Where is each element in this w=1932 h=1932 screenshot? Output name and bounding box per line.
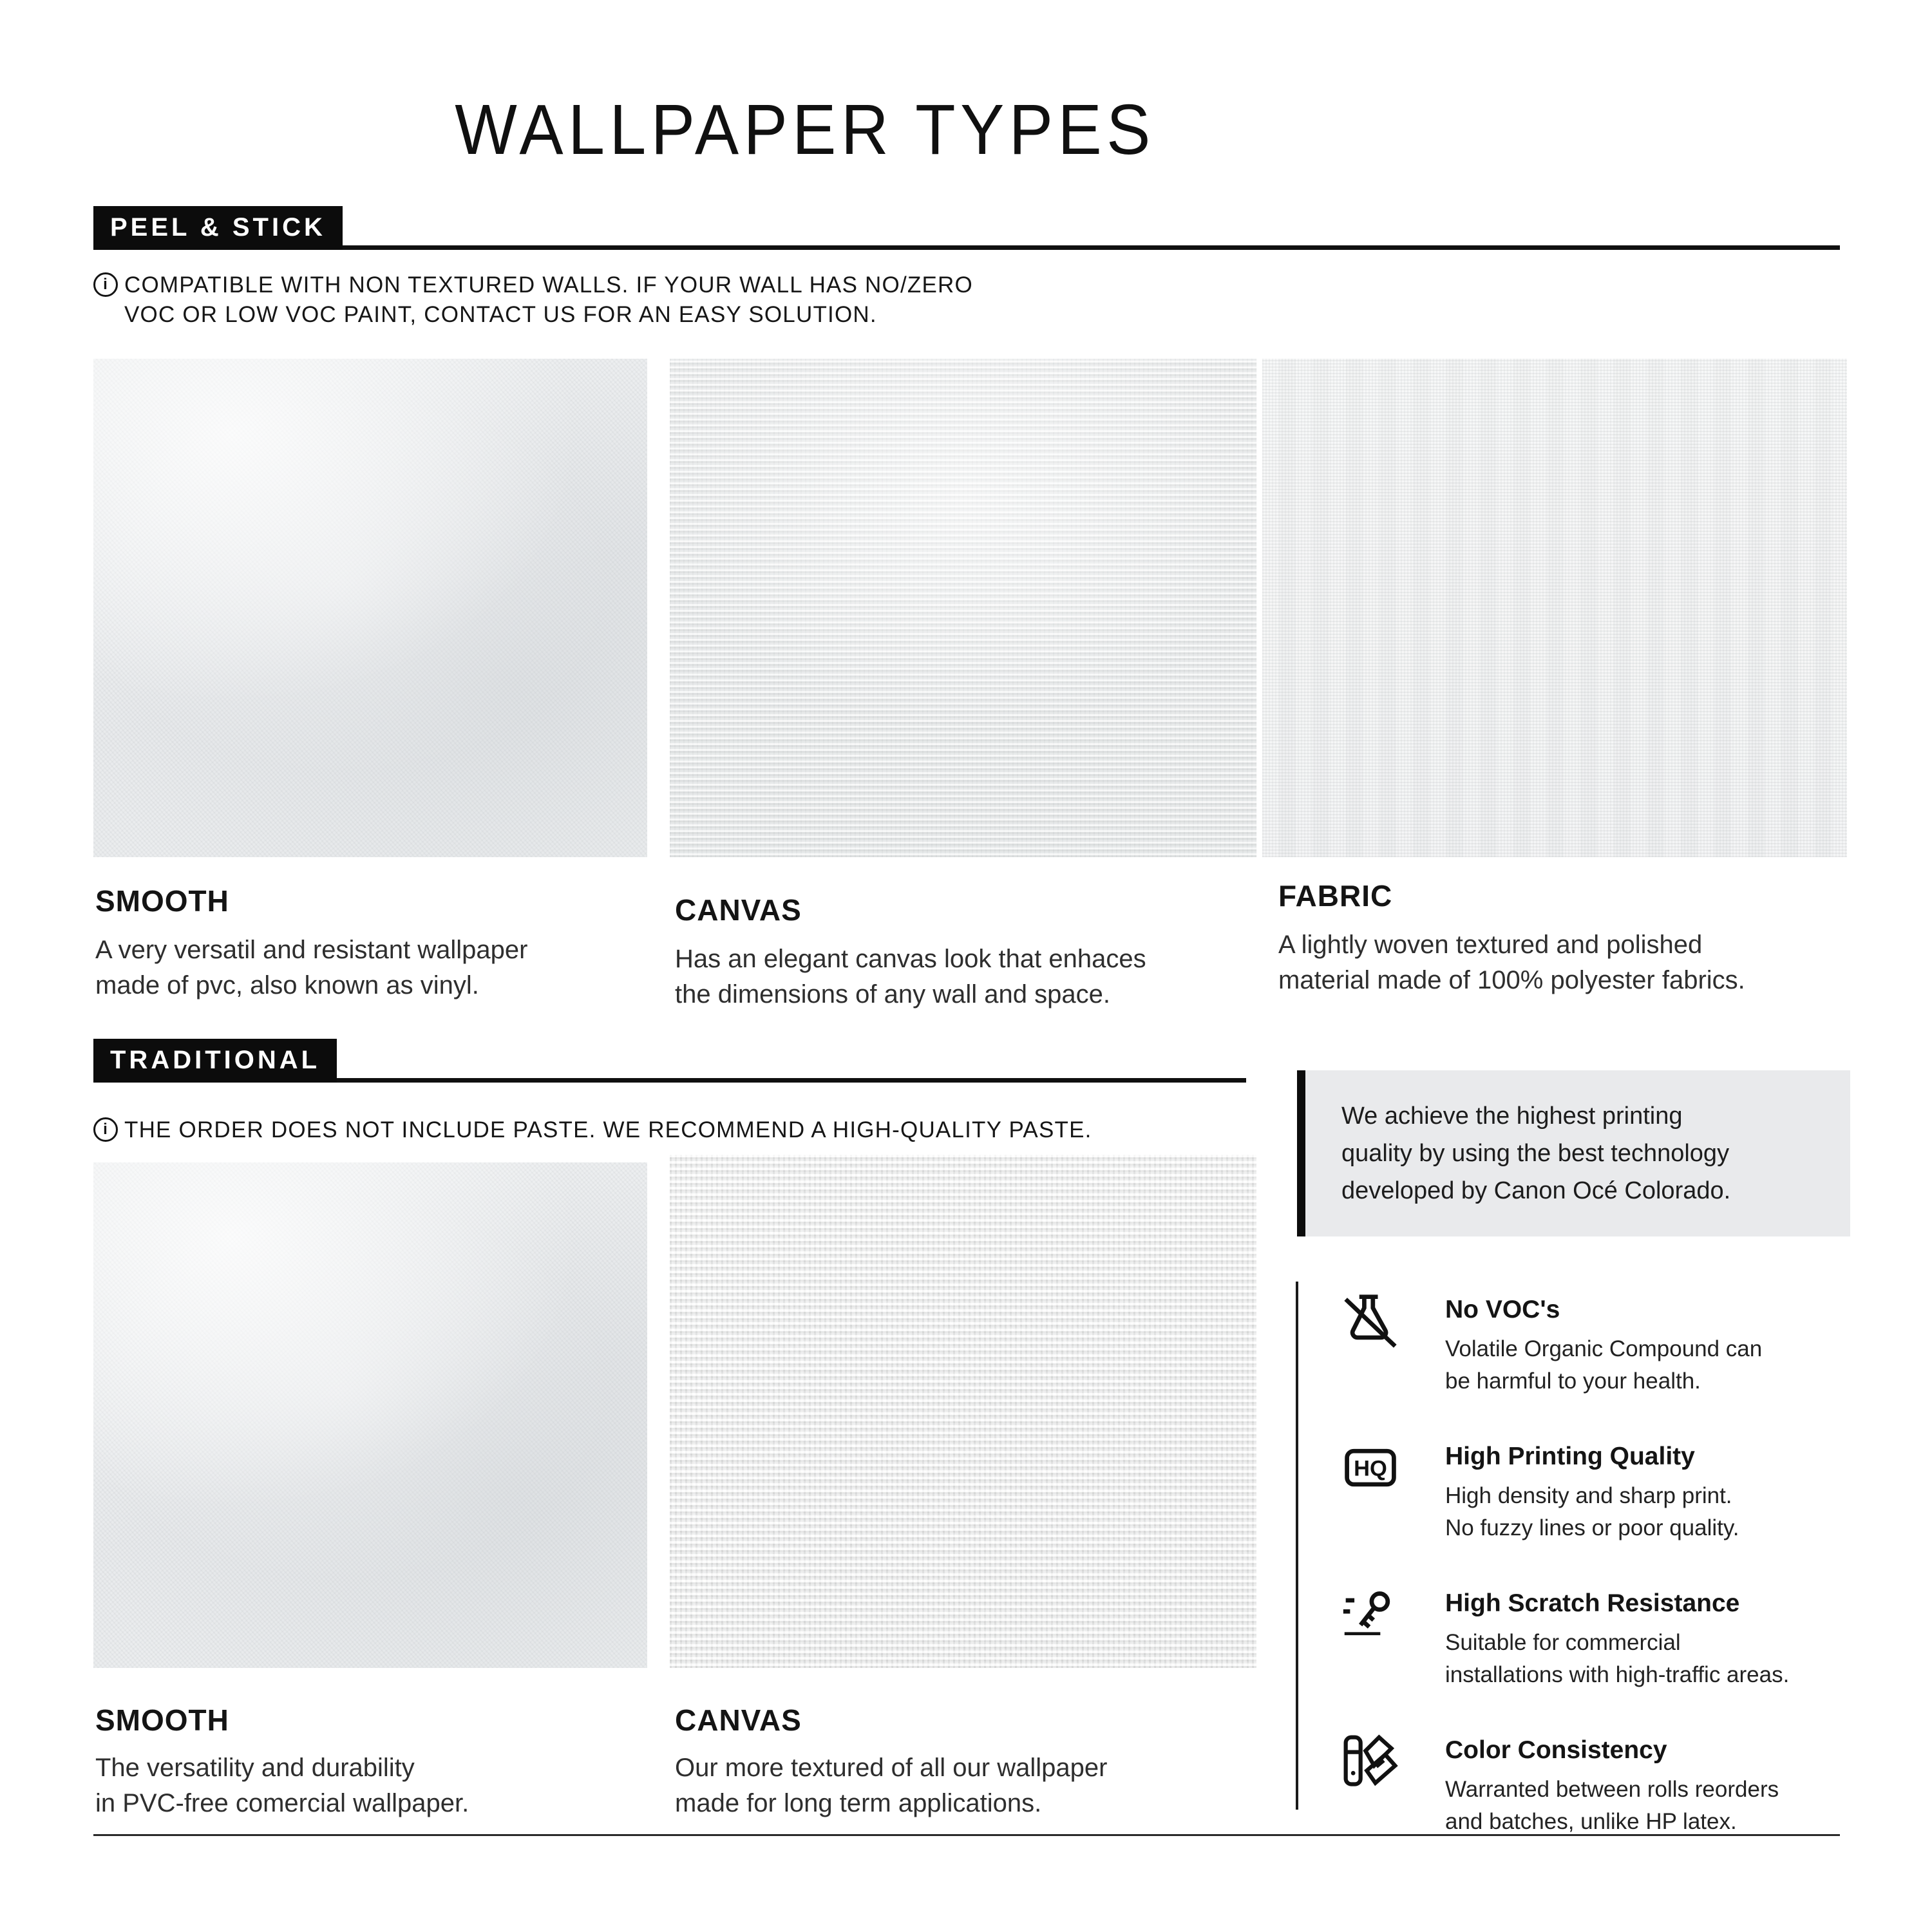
swatch-description-line2: made of pvc, also known as vinyl. <box>95 971 479 999</box>
swatch-name: FABRIC <box>1278 879 1393 913</box>
hq-badge-icon <box>1341 1439 1400 1498</box>
swatch-description-line2: material made of 100% polyester fabrics. <box>1278 966 1745 994</box>
swatch-description-line1: A very versatil and resistant wallpaper <box>95 936 528 964</box>
swatch-description <box>675 1750 1107 1821</box>
feature-high-printing-quality <box>1334 1443 1850 1544</box>
feature-no-voc <box>1334 1296 1850 1397</box>
peel-stick-info-note <box>103 270 973 330</box>
traditional-badge: TRADITIONAL <box>93 1039 337 1083</box>
feature-title: High Printing Quality <box>1445 1443 1695 1470</box>
info-icon: i <box>93 272 118 297</box>
feature-description-line2: installations with high-traffic areas. <box>1445 1662 1790 1687</box>
feature-high-scratch-resistance <box>1334 1589 1850 1691</box>
feature-title: No VOC's <box>1445 1296 1560 1323</box>
key-scratch-icon <box>1341 1586 1400 1645</box>
peel-stick-info-line2: VOC OR LOW VOC PAINT, CONTACT US FOR AN EASY SOLUTION. <box>124 302 877 327</box>
feature-description-line2: No fuzzy lines or poor quality. <box>1445 1515 1739 1540</box>
peel-stick-info-line1: COMPATIBLE WITH NON TEXTURED WALLS. IF YOUR WALL HAS NO/ZERO <box>124 272 973 298</box>
traditional-info-line1: THE ORDER DOES NOT INCLUDE PASTE. WE RECOMMEND A HIGH-QUALITY PASTE. <box>124 1117 1092 1142</box>
swatch-name: SMOOTH <box>95 1703 229 1737</box>
swatch-description-line1: Our more textured of all our wallpaper <box>675 1754 1108 1782</box>
swatch-description <box>1278 927 1745 998</box>
swatch-description-line1: Has an elegant canvas look that enhaces <box>675 945 1146 973</box>
color-swatch-fan-icon <box>1341 1732 1400 1792</box>
swatch-description-line1: A lightly woven textured and polished <box>1278 931 1703 959</box>
feature-description-line1: High density and sharp print. <box>1445 1483 1732 1508</box>
feature-description <box>1445 1627 1850 1691</box>
swatch-description-line2: the dimensions of any wall and space. <box>675 980 1110 1009</box>
swatch-description <box>95 933 527 1003</box>
peel-stick-canvas-swatch-image <box>670 359 1256 857</box>
traditional-smooth-swatch-image <box>93 1162 647 1668</box>
peel-stick-section-rule <box>93 245 1840 250</box>
feature-description <box>1445 1480 1850 1544</box>
feature-description-line2: and batches, unlike HP latex. <box>1445 1809 1737 1834</box>
quality-note-line2: quality by using the best technology <box>1341 1140 1730 1167</box>
page-title: WALLPAPER TYPES <box>455 90 1155 169</box>
feature-title: Color Consistency <box>1445 1736 1667 1764</box>
feature-description-line1: Warranted between rolls reorders <box>1445 1777 1779 1802</box>
quality-note-line1: We achieve the highest printing <box>1341 1103 1683 1130</box>
printing-quality-note <box>1297 1070 1850 1236</box>
swatch-description-line2: made for long term applications. <box>675 1789 1042 1817</box>
feature-description <box>1445 1333 1850 1397</box>
swatch-name: CANVAS <box>675 1703 802 1737</box>
traditional-info-note <box>103 1115 1092 1145</box>
swatch-description <box>95 1750 469 1821</box>
peel-stick-badge: PEEL & STICK <box>93 206 343 250</box>
feature-color-consistency <box>1334 1736 1850 1838</box>
traditional-canvas-swatch-image <box>670 1155 1256 1668</box>
swatch-description-line2: in PVC-free comercial wallpaper. <box>95 1789 469 1817</box>
info-icon: i <box>93 1117 118 1142</box>
swatch-description-line1: The versatility and durability <box>95 1754 415 1782</box>
features-divider-line <box>1296 1282 1298 1810</box>
hq-badge-label: HQ <box>1354 1456 1387 1481</box>
quality-note-line3: developed by Canon Océ Colorado. <box>1341 1177 1731 1204</box>
feature-description-line1: Volatile Organic Compound can <box>1445 1336 1763 1361</box>
footer-divider-line <box>93 1834 1840 1836</box>
feature-description-line2: be harmful to your health. <box>1445 1368 1701 1394</box>
feature-description <box>1445 1774 1850 1838</box>
peel-stick-smooth-swatch-image <box>93 359 647 857</box>
feature-description-line1: Suitable for commercial <box>1445 1630 1681 1655</box>
swatch-description <box>675 942 1146 1012</box>
swatch-name: CANVAS <box>675 893 802 927</box>
peel-stick-fabric-swatch-image <box>1262 359 1847 857</box>
no-voc-flask-crossed-icon <box>1341 1292 1400 1351</box>
swatch-name: SMOOTH <box>95 884 229 918</box>
feature-title: High Scratch Resistance <box>1445 1589 1740 1617</box>
